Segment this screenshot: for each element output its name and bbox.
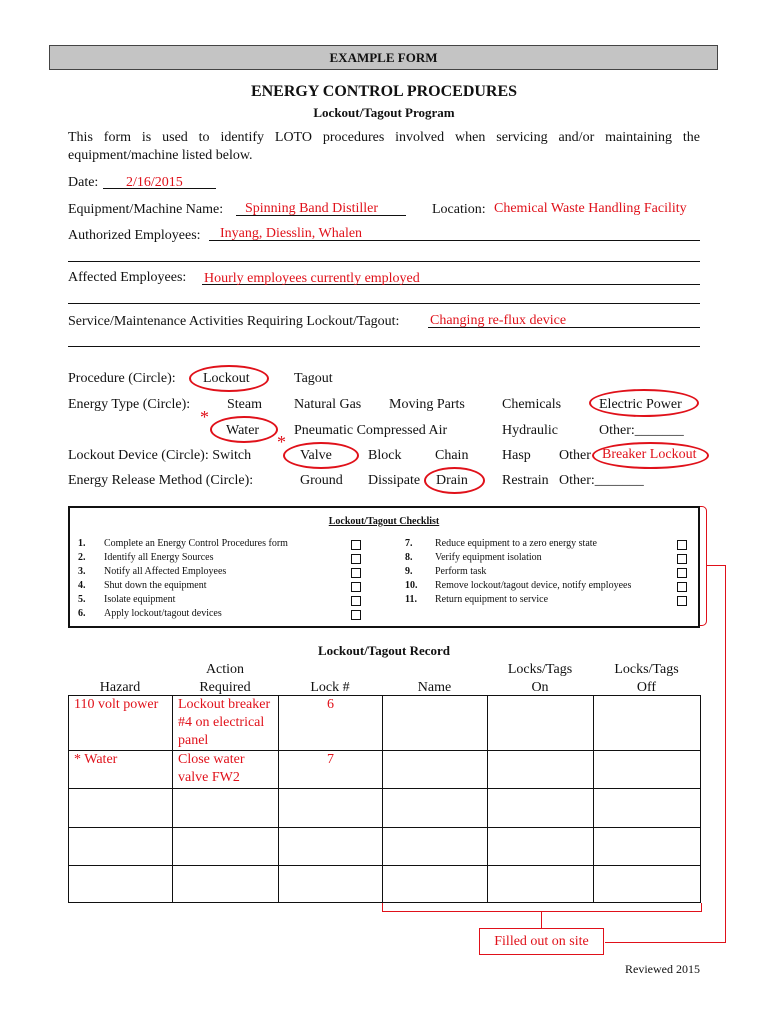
affected-value[interactable]: Hourly employees currently employed	[204, 271, 420, 286]
lockout-device-label: Lockout Device (Circle): Switch	[68, 448, 252, 463]
release-option-dissipate[interactable]: Dissipate	[368, 473, 421, 488]
device-option-block[interactable]: Block	[368, 448, 402, 463]
checklist-item-text: Apply lockout/tagout devices	[104, 608, 222, 619]
table-row	[69, 828, 701, 866]
service-value[interactable]: Changing re-flux device	[430, 313, 567, 328]
record-cell-lock[interactable]	[279, 828, 383, 866]
record-cell-on[interactable]	[488, 828, 594, 866]
record-cell-action[interactable]: Lockout breaker #4 on electrical panel	[173, 696, 279, 751]
energy-option-chemicals[interactable]: Chemicals	[502, 397, 562, 412]
checklist-item-number: 4.	[78, 580, 86, 591]
energy-option-natural-gas[interactable]: Natural Gas	[294, 397, 362, 412]
intro-line-1: This form is used to identify LOTO procedures involved when servicing and/or maintaining the	[68, 130, 700, 145]
checklist-title: Lockout/Tagout Checklist	[328, 516, 440, 527]
header-name: Name	[417, 680, 452, 695]
authorized-value[interactable]: Inyang, Diesslin, Whalen	[220, 226, 363, 241]
checklist-bracket	[700, 506, 707, 626]
record-cell-off[interactable]	[594, 828, 701, 866]
checklist-item-number: 9.	[405, 566, 413, 577]
checklist-item-text: Identify all Energy Sources	[104, 552, 214, 563]
record-title: Lockout/Tagout Record	[317, 643, 451, 658]
checklist-item-text: Complete an Energy Control Procedures form	[104, 538, 288, 549]
table-row	[69, 751, 701, 789]
checklist-item-text: Isolate equipment	[104, 594, 176, 605]
intro-line-2: equipment/machine listed below.	[68, 148, 253, 163]
asterisk-valve: *	[277, 432, 286, 452]
header-on-2: On	[531, 680, 549, 695]
record-cell-hazard[interactable]	[69, 828, 173, 866]
location-label: Location:	[432, 202, 486, 217]
date-label: Date:	[68, 175, 99, 190]
equipment-label: Equipment/Machine Name:	[68, 202, 224, 217]
header-lock: Lock #	[310, 680, 350, 695]
checklist-checkbox[interactable]	[351, 554, 361, 564]
record-cell-on[interactable]	[488, 751, 594, 789]
record-cell-lock[interactable]	[279, 789, 383, 828]
checklist-checkbox[interactable]	[351, 596, 361, 606]
header-hazard: Hazard	[99, 680, 141, 695]
energy-option-moving-parts[interactable]: Moving Parts	[389, 397, 465, 412]
record-cell-hazard[interactable]	[69, 789, 173, 828]
energy-type-label: Energy Type (Circle):	[68, 397, 191, 412]
checklist-checkbox[interactable]	[677, 582, 687, 592]
header-action-2: Required	[199, 680, 251, 695]
record-cell-action[interactable]	[173, 789, 279, 828]
energy-option-electric-power[interactable]: Electric Power	[599, 397, 682, 412]
checklist-item-number: 6.	[78, 608, 86, 619]
record-cell-name[interactable]	[383, 696, 488, 751]
energy-option-water[interactable]: Water	[226, 423, 260, 438]
record-cell-on[interactable]	[488, 866, 594, 903]
record-cell-name[interactable]	[383, 828, 488, 866]
header-off-2: Off	[636, 680, 657, 695]
form-title: ENERGY CONTROL PROCEDURES	[250, 83, 518, 100]
record-cell-on[interactable]	[488, 696, 594, 751]
checklist-item-number: 3.	[78, 566, 86, 577]
asterisk-water: *	[200, 407, 209, 427]
record-cell-hazard[interactable]	[69, 866, 173, 903]
checklist-checkbox[interactable]	[677, 596, 687, 606]
header-off-1: Locks/Tags	[614, 662, 679, 677]
checklist-checkbox[interactable]	[677, 554, 687, 564]
record-cell-action[interactable]: Close water valve FW2	[173, 751, 279, 789]
device-option-valve[interactable]: Valve	[300, 448, 332, 463]
lockout-tagout-checklist	[68, 506, 700, 628]
procedure-option-lockout[interactable]: Lockout	[203, 371, 250, 386]
reviewed-footer: Reviewed 2015	[625, 962, 700, 976]
checklist-checkbox[interactable]	[677, 540, 687, 550]
record-cell-off[interactable]	[594, 789, 701, 828]
checklist-checkbox[interactable]	[351, 582, 361, 592]
lockout-tagout-record-table	[68, 695, 701, 903]
checklist-checkbox[interactable]	[351, 568, 361, 578]
bracket-connector	[707, 565, 725, 566]
checklist-item-text: Shut down the equipment	[104, 580, 207, 591]
table-row	[69, 696, 701, 751]
record-cell-name[interactable]	[383, 789, 488, 828]
record-cell-lock[interactable]: 6	[279, 696, 383, 751]
checklist-item-text: Perform task	[435, 566, 487, 577]
energy-option-hydraulic[interactable]: Hydraulic	[502, 423, 558, 438]
record-cell-name[interactable]	[383, 866, 488, 903]
checklist-item-number: 7.	[405, 538, 413, 549]
checklist-checkbox[interactable]	[351, 540, 361, 550]
checklist-item-number: 8.	[405, 552, 413, 563]
equipment-value[interactable]: Spinning Band Distiller	[245, 201, 378, 216]
record-cell-lock[interactable]	[279, 866, 383, 903]
record-cell-lock[interactable]: 7	[279, 751, 383, 789]
procedure-label: Procedure (Circle):	[68, 371, 176, 386]
checklist-item-number: 11.	[405, 594, 417, 605]
record-cell-on[interactable]	[488, 789, 594, 828]
record-cell-hazard[interactable]: 110 volt power	[69, 696, 173, 751]
checklist-item-number: 10.	[405, 580, 418, 591]
checklist-item-text: Reduce equipment to a zero energy state	[435, 538, 597, 549]
filled-out-on-site-note: Filled out on site	[479, 928, 604, 955]
device-option-other[interactable]: Other	[559, 448, 591, 463]
bracket-connector-vertical	[725, 565, 726, 942]
header-action-1: Action	[205, 662, 245, 677]
energy-option-other[interactable]: Other:_______	[599, 423, 684, 438]
date-value[interactable]: 2/16/2015	[126, 175, 183, 190]
form-subtitle: Lockout/Tagout Program	[313, 105, 455, 120]
checklist-item-number: 1.	[78, 538, 86, 549]
device-option-hasp[interactable]: Hasp	[502, 448, 531, 463]
record-cell-name[interactable]	[383, 751, 488, 789]
example-form-banner: EXAMPLE FORM	[49, 45, 718, 70]
device-option-breaker-lockout[interactable]: Breaker Lockout	[602, 447, 697, 462]
checklist-item-text: Verify equipment isolation	[435, 552, 542, 563]
record-bracket-stem	[541, 912, 542, 928]
checklist-item-text: Return equipment to service	[435, 594, 549, 605]
record-cell-action[interactable]	[173, 866, 279, 903]
location-value[interactable]: Chemical Waste Handling Facility	[494, 201, 687, 216]
checklist-item-text: Notify all Affected Employees	[104, 566, 227, 577]
release-option-other[interactable]: Other:_______	[559, 473, 644, 488]
record-bracket	[382, 903, 702, 912]
release-method-label: Energy Release Method (Circle):	[68, 473, 254, 488]
procedure-option-tagout[interactable]: Tagout	[294, 371, 333, 386]
record-cell-off[interactable]	[594, 751, 701, 789]
header-on-1: Locks/Tags	[507, 662, 573, 677]
record-cell-hazard[interactable]: * Water	[69, 751, 173, 789]
service-label: Service/Maintenance Activities Requiring Lockout/Tagout:	[68, 314, 400, 329]
authorized-label: Authorized Employees:	[68, 228, 201, 243]
table-row	[69, 866, 701, 903]
affected-label: Affected Employees:	[68, 270, 187, 285]
record-cell-action[interactable]	[173, 828, 279, 866]
release-option-restrain[interactable]: Restrain	[502, 473, 549, 488]
checklist-item-text: Remove lockout/tagout device, notify employees	[435, 580, 632, 591]
device-option-chain[interactable]: Chain	[435, 448, 469, 463]
release-option-ground[interactable]: Ground	[300, 473, 343, 488]
record-cell-off[interactable]	[594, 696, 701, 751]
bracket-connector-bottom	[605, 942, 726, 943]
record-cell-off[interactable]	[594, 866, 701, 903]
checklist-item-number: 2.	[78, 552, 86, 563]
checklist-checkbox[interactable]	[351, 610, 361, 620]
checklist-item-number: 5.	[78, 594, 86, 605]
energy-option-steam[interactable]: Steam	[227, 397, 262, 412]
release-option-drain[interactable]: Drain	[436, 473, 468, 488]
checklist-checkbox[interactable]	[677, 568, 687, 578]
table-row	[69, 789, 701, 828]
energy-option-pneumatic[interactable]: Pneumatic Compressed Air	[294, 423, 448, 438]
